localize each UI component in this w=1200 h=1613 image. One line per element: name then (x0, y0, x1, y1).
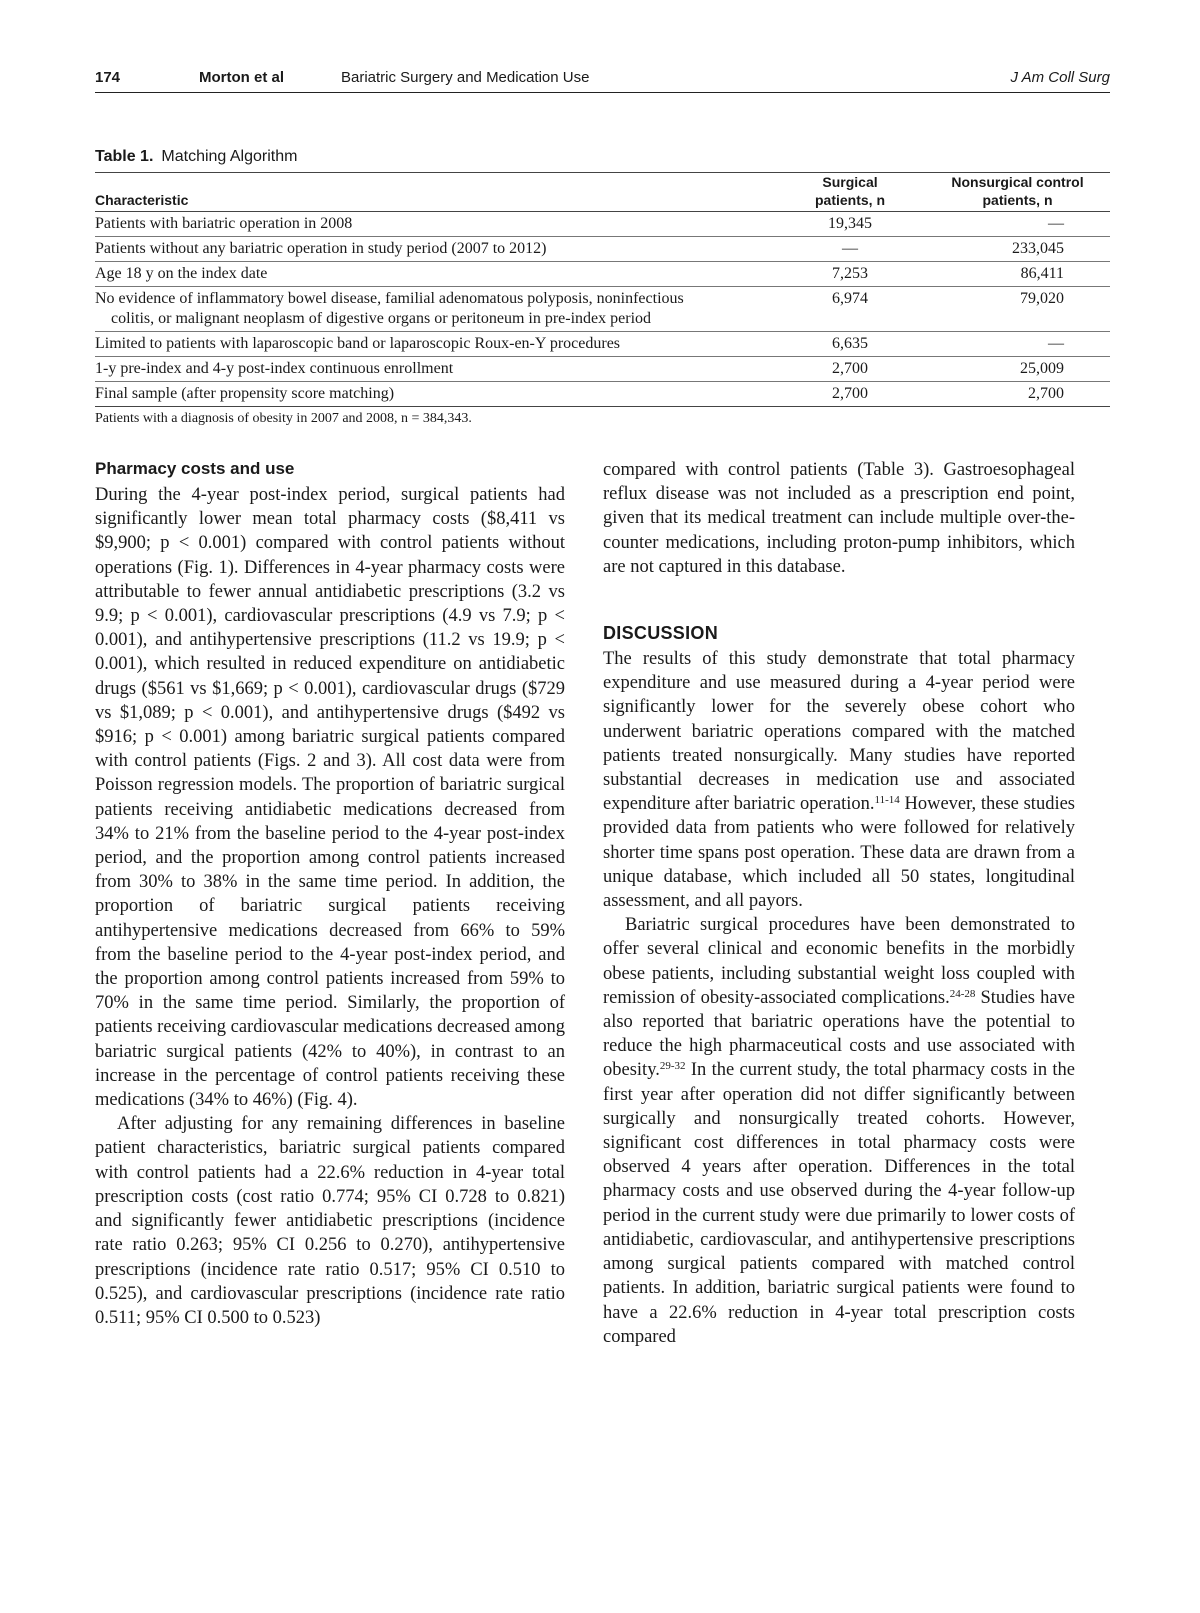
left-column (95, 458, 565, 1330)
section-heading-discussion: DISCUSSION (603, 623, 719, 644)
cell-control-count: 25,009 (925, 357, 1110, 382)
characteristic-text: Limited to patients with laparoscopic band or laparoscopic Roux-en-Y procedures (95, 335, 621, 352)
table-caption (95, 148, 297, 166)
table-footnote: Patients with a diagnosis of obesity in 2007 and 2008, n = 384,343. (95, 411, 472, 426)
column-header-surgical (775, 173, 925, 212)
cell-control-count: 79,020 (925, 287, 1110, 332)
column-header-characteristic: Characteristic (95, 173, 775, 212)
cell-characteristic (95, 287, 775, 332)
cell-surgical-count: — (775, 237, 925, 262)
cell-surgical-count: 6,974 (775, 287, 925, 332)
characteristic-continuation: colitis, or malignant neoplasm of digestive organs or peritoneum in pre-index period (111, 310, 652, 327)
cell-control-count: — (925, 212, 1110, 237)
citation: 29-32 (659, 1060, 686, 1073)
cell-characteristic (95, 262, 775, 287)
table-row (95, 262, 1110, 287)
table-row (95, 357, 1110, 382)
paragraph (603, 913, 1075, 1349)
paragraph-text: Studies have also reported that bariatric operations have the potential to reduce the high pharmaceutical costs and use associated with obesity. (603, 987, 1075, 1081)
characteristic-text: Age 18 y on the index date (95, 265, 268, 282)
cell-surgical-count: 19,345 (775, 212, 925, 237)
column-header-control-label: Nonsurgical control patients, n (951, 174, 1084, 208)
paragraph-text: In the current study, the total pharmacy costs in the first year after operation did not differ significantly between surgically and nonsurgically treated cohorts. However, significant cost differences in total pharmacy costs were observed 4 years after operation. Differences in the total pharmacy costs and use observed during the 4-year follow-up period in the current study were due primarily to lower costs of antidiabetic, cardiovascular, and antihypertensive prescriptions among surgical patients compared with matched control patients. In addition, bariatric surgical patients were found to have a 22.6% reduction in 4-year total prescription costs compared (603, 1060, 1075, 1347)
table-row (95, 237, 1110, 262)
right-column (603, 458, 1075, 1349)
running-header (95, 66, 1110, 93)
page-number: 174 (95, 69, 121, 86)
section-heading-pharmacy: Pharmacy costs and use (95, 459, 295, 478)
cell-characteristic (95, 357, 775, 382)
citation: 11-14 (874, 794, 900, 807)
cell-surgical-count: 2,700 (775, 357, 925, 382)
paragraph-text: Bariatric surgical procedures have been demonstrated to offer several clinical and economic benefits in the morbidly obese patients, including substantial weight loss coupled with remission of obesity-associated complications. (603, 915, 1075, 1008)
paragraph: compared with control patients (Table 3). Gastroesophageal reflux disease was not included as a prescription end point, given that its medical treatment can include multiple over-the-counter medications, including proton-pump inhibitors, which are not captured in this database. (603, 460, 1075, 577)
citation: 24-28 (949, 987, 976, 1000)
cell-characteristic (95, 332, 775, 357)
cell-surgical-count: 2,700 (832, 385, 868, 402)
paragraph: After adjusting for any remaining differences in baseline patient characteristics, bariatric surgical patients compared with control patients had a 22.6% reduction in 4-year total prescription costs (cost ratio 0.774; 95% CI 0.728 to 0.821) and significantly fewer antidiabetic prescriptions (incidence rate ratio 0.263; 95% CI 0.256 to 0.270), antihypertensive prescriptions (incidence rate ratio 0.517; 95% CI 0.510 to 0.525), and cardiovascular prescriptions (incidence rate ratio 0.511; 95% CI 0.500 to 0.523) (95, 1114, 565, 1328)
cell-control-count: — (925, 332, 1110, 357)
table-label: Table 1. (95, 148, 154, 165)
cell-surgical-count: 7,253 (775, 262, 925, 287)
characteristic-text: Patients without any bariatric operation in study period (2007 to 2012) (95, 240, 547, 257)
running-authors: Morton et al (199, 69, 284, 86)
characteristic-text: Patients with bariatric operation in 2008 (95, 215, 353, 232)
table-body (95, 212, 1110, 407)
journal-name: J Am Coll Surg (1010, 69, 1110, 86)
cell-control-count: 233,045 (925, 237, 1110, 262)
paragraph: During the 4-year post-index period, surgical patients had significantly lower mean total pharmacy costs ($8,411 vs $9,900; p < 0.001) compared with control patients without operations (Fig. 1). Differences in 4-year pharmacy costs were attributable to fewer annual antidiabetic prescriptions (3.2 vs 9.9; p < 0.001), cardiovascular prescriptions (4.9 vs 7.9; p < 0.001), and antihypertensive prescriptions (11.2 vs 19.9; p < 0.001), which resulted in reduced expenditure on antidiabetic drugs ($561 vs $1,669; p < 0.001), cardiovascular drugs ($729 vs $1,089; p < 0.001), and antihypertensive drugs ($492 vs $916; p < 0.001) among bariatric surgical patients compared with control patients (Figs. 2 and 3). All cost data were from Poisson regression models. The proportion of bariatric surgical patients receiving antidiabetic medications decreased from 34% to 21% from the baseline period to the 4-year post-index period, and the proportion among control patients increased from 30% to 38% in the same time period. In addition, the proportion of bariatric surgical patients receiving antihypertensive medications decreased from 66% to 59% from the baseline period to the 4-year post-index period, and the proportion among control patients increased from 59% to 70% in the same time period. Similarly, the proportion of patients receiving cardiovascular medications decreased among bariatric surgical patients (42% to 40%), in contrast to an increase in the percentage of control patients receiving these medications (34% to 46%) (Fig. 4). (95, 485, 566, 1111)
table-header-row (95, 173, 1110, 212)
cell-characteristic (95, 237, 775, 262)
characteristic-text: 1-y pre-index and 4-y post-index continuous enrollment (95, 360, 454, 377)
table-row (95, 287, 1110, 332)
table-row (95, 332, 1110, 357)
cell-control-count: 86,411 (925, 262, 1110, 287)
column-header-control (925, 173, 1110, 212)
table-row (95, 212, 1110, 237)
column-header-surgical-label: Surgical patients, n (814, 174, 885, 208)
paragraph (603, 647, 1075, 913)
cell-characteristic (95, 212, 775, 237)
matching-algorithm-table (95, 172, 1110, 407)
paragraph-text: However, these studies provided data from patients who were followed for relatively shorter time spans post operation. These data are drawn from a unique database, which included all 50 states, longitudinal assessment, and all payors. (603, 794, 1075, 912)
cell-control-count: 2,700 (1028, 385, 1064, 402)
paragraph-text: The results of this study demonstrate that total pharmacy expenditure and use measured during a 4-year period were significantly lower for the severely obese cohort who underwent bariatric operations compared with the matched patients treated nonsurgically. Many studies have reported substantial decreases in medication use and associated expenditure after bariatric operation. (603, 649, 1075, 815)
cell-surgical-count: 6,635 (775, 332, 925, 357)
running-title: Bariatric Surgery and Medication Use (341, 69, 590, 86)
cell-characteristic (95, 382, 775, 407)
characteristic-text: No evidence of inflammatory bowel disease, familial adenomatous polyposis, noninfectious (95, 290, 684, 307)
characteristic-text: Final sample (after propensity score matching) (95, 385, 395, 402)
table-row (95, 382, 1110, 407)
table-title: Matching Algorithm (161, 148, 298, 165)
